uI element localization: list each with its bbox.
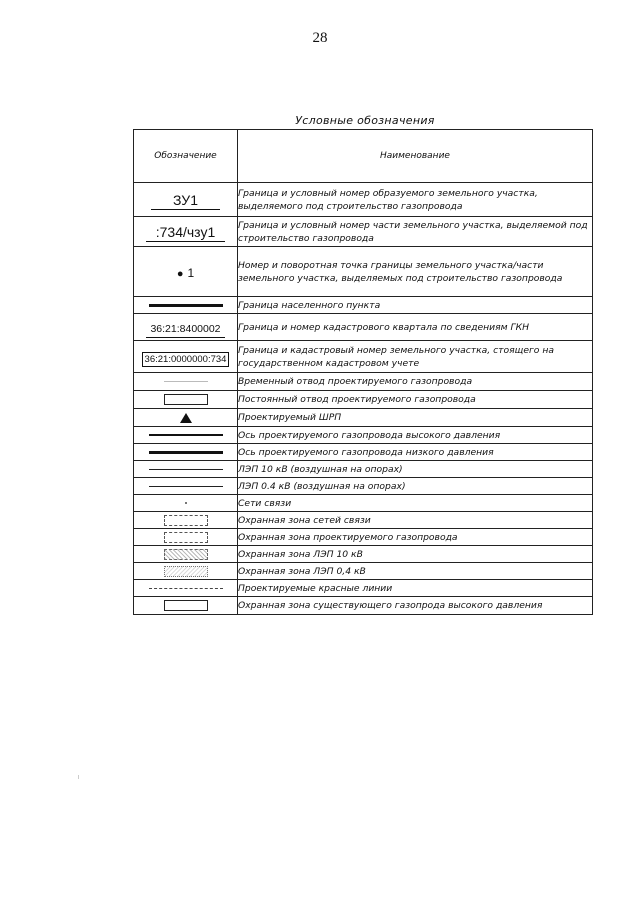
header-symbol: Обозначение (134, 130, 238, 183)
power-line-04kv-zone-icon (164, 566, 208, 577)
legend-row (134, 495, 593, 512)
power-line-04kv-icon (149, 486, 223, 487)
power-line-10kv-icon (149, 469, 223, 470)
legend-row (134, 478, 593, 495)
legend-row (134, 546, 593, 563)
legend-name: Охранная зона ЛЭП 0,4 кВ (238, 563, 593, 580)
legend-name: Граница и кадастровый номер земельного участка, стоящего на государственном кадастровом учете (238, 341, 593, 373)
symbol-cell (134, 563, 238, 580)
power-line-10kv-zone-icon (164, 549, 208, 560)
symbol-cell (134, 183, 238, 217)
symbol-cell (134, 512, 238, 529)
parcel-part-label-symbol: :734/чзу1 (146, 225, 225, 242)
temporary-allotment-icon (164, 381, 208, 382)
symbol-cell (134, 341, 238, 373)
page-number: 28 (312, 30, 328, 46)
pipeline-protection-zone-icon (164, 532, 208, 543)
symbol-cell (134, 461, 238, 478)
symbol-cell (134, 529, 238, 546)
parcel-label-symbol: ЗУ1 (151, 193, 220, 210)
legend-row (134, 217, 593, 247)
high-pressure-pipeline-line-icon (149, 434, 223, 436)
cadastral-parcel-symbol: 36:21:0000000:734 (142, 352, 230, 367)
legend-row (134, 512, 593, 529)
symbol-cell (134, 546, 238, 563)
legend-name: ЛЭП 0.4 кВ (воздушная на опорах) (238, 478, 593, 495)
cadastral-quarter-symbol: 36:21:8400002 (146, 323, 224, 338)
header-name: Наименование (238, 130, 593, 183)
symbol-cell (134, 314, 238, 341)
legend-title: Условные обозначения (295, 114, 435, 127)
legend-row (134, 297, 593, 314)
symbol-cell (134, 478, 238, 495)
symbol-cell (134, 580, 238, 597)
settlement-boundary-line-icon (149, 304, 223, 307)
legend-row (134, 391, 593, 409)
legend-row (134, 427, 593, 444)
legend-name: Номер и поворотная точка границы земельного участка/части земельного участка, выделяемых под строительство газопровода (238, 247, 593, 297)
symbol-cell (134, 217, 238, 247)
legend-name: Граница населенного пункта (238, 297, 593, 314)
gas-regulator-triangle-icon (180, 413, 192, 423)
turning-point-dot-icon: ● (176, 268, 184, 280)
communication-network-icon (185, 502, 187, 504)
legend-row (134, 529, 593, 546)
legend-name: Охранная зона сетей связи (238, 512, 593, 529)
legend-name: Граница и номер кадастрового квартала по сведениям ГКН (238, 314, 593, 341)
symbol-cell (134, 247, 238, 297)
legend-header-row (134, 130, 593, 183)
legend-name: Охранная зона проектируемого газопровода (238, 529, 593, 546)
symbol-cell (134, 444, 238, 461)
legend-name: Проектируемый ШРП (238, 409, 593, 427)
legend-row (134, 444, 593, 461)
legend-name: Сети связи (238, 495, 593, 512)
legend-name: Ось проектируемого газопровода высокого давления (238, 427, 593, 444)
legend-name: Охранная зона существующего газопрода высокого давления (238, 597, 593, 615)
symbol-cell (134, 409, 238, 427)
legend-row (134, 373, 593, 391)
legend-name: Граница и условный номер образуемого земельного участка, выделяемого под строительство газопровода (238, 183, 593, 217)
legend-name: ЛЭП 10 кВ (воздушная на опорах) (238, 461, 593, 478)
turning-point-number: 1 (187, 266, 195, 280)
symbol-cell (134, 597, 238, 615)
symbol-cell (134, 373, 238, 391)
legend-row (134, 580, 593, 597)
symbol-cell (134, 391, 238, 409)
legend-name: Охранная зона ЛЭП 10 кВ (238, 546, 593, 563)
legend-table (133, 129, 593, 615)
legend-row (134, 247, 593, 297)
legend-row (134, 409, 593, 427)
legend-row (134, 461, 593, 478)
communication-protection-zone-icon (164, 515, 208, 526)
legend-row (134, 183, 593, 217)
scan-mark (78, 775, 79, 779)
legend-row (134, 314, 593, 341)
red-lines-icon (149, 588, 223, 589)
symbol-cell (134, 297, 238, 314)
permanent-allotment-icon (164, 394, 208, 405)
existing-pipeline-zone-icon (164, 600, 208, 611)
legend-row (134, 597, 593, 615)
legend-name: Проектируемые красные линии (238, 580, 593, 597)
low-pressure-pipeline-line-icon (149, 451, 223, 454)
legend-name: Постоянный отвод проектируемого газопровода (238, 391, 593, 409)
symbol-cell (134, 427, 238, 444)
legend-name: Временный отвод проектируемого газопровода (238, 373, 593, 391)
legend-row (134, 341, 593, 373)
symbol-cell (134, 495, 238, 512)
legend-name: Ось проектируемого газопровода низкого давления (238, 444, 593, 461)
legend-name: Граница и условный номер части земельного участка, выделяемой под строительство газопровода (238, 217, 593, 247)
legend-row (134, 563, 593, 580)
